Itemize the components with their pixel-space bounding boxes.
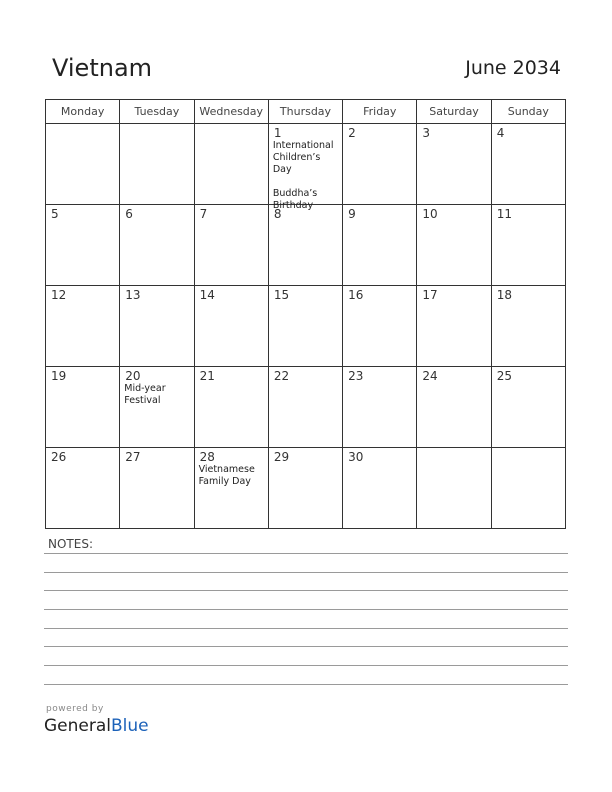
week-row xyxy=(46,205,566,286)
notes-label: NOTES: xyxy=(48,537,93,551)
day-cell xyxy=(120,448,194,529)
day-cell xyxy=(343,205,417,286)
brand-logo[interactable] xyxy=(44,716,149,736)
weekday-header: Monday xyxy=(46,100,120,124)
week-row xyxy=(46,448,566,529)
note-line xyxy=(44,572,568,573)
day-cell xyxy=(194,205,268,286)
day-cell xyxy=(417,286,491,367)
brand-text-blue: Blue xyxy=(111,716,149,736)
powered-by-text: powered by xyxy=(46,704,104,714)
day-number: 14 xyxy=(199,288,215,302)
day-number: 8 xyxy=(273,207,282,221)
day-number: 2 xyxy=(348,126,356,140)
day-cell xyxy=(120,367,194,448)
note-line xyxy=(44,628,568,629)
day-cell xyxy=(268,367,342,448)
day-cell xyxy=(46,448,120,529)
note-line xyxy=(44,590,568,591)
day-cell xyxy=(46,205,120,286)
day-cell xyxy=(417,448,491,529)
day-cell xyxy=(46,367,120,448)
day-number: 29 xyxy=(273,450,290,464)
day-number: 1 xyxy=(273,126,282,140)
weekday-header-row xyxy=(46,100,566,124)
holiday-event: International Children’s Day xyxy=(272,140,334,175)
day-number: 28 xyxy=(199,450,215,464)
day-cell xyxy=(491,286,565,367)
day-cell xyxy=(194,448,268,529)
day-cell xyxy=(120,124,194,205)
day-number: 13 xyxy=(125,288,141,302)
note-line xyxy=(44,553,568,554)
day-cell xyxy=(417,124,491,205)
day-number: 10 xyxy=(422,207,438,221)
day-number: 26 xyxy=(51,450,67,464)
day-cell xyxy=(120,205,194,286)
day-number: 15 xyxy=(273,288,290,302)
weekday-header: Friday xyxy=(343,100,417,124)
calendar-grid xyxy=(45,99,566,529)
day-number: 18 xyxy=(496,288,512,302)
day-number: 12 xyxy=(51,288,67,302)
day-cell xyxy=(491,367,565,448)
day-number: 16 xyxy=(348,288,364,302)
note-line xyxy=(44,646,568,647)
day-cell xyxy=(343,448,417,529)
day-cell xyxy=(491,205,565,286)
day-number: 30 xyxy=(348,450,364,464)
day-number: 24 xyxy=(422,369,438,383)
day-cell xyxy=(343,367,417,448)
weekday-header: Thursday xyxy=(268,100,342,124)
weekday-header: Saturday xyxy=(417,100,491,124)
calendar-body xyxy=(46,124,566,529)
weekday-header: Tuesday xyxy=(120,100,194,124)
note-line xyxy=(44,665,568,666)
day-number: 19 xyxy=(51,369,67,383)
day-number: 11 xyxy=(496,207,512,221)
week-row xyxy=(46,367,566,448)
day-cell xyxy=(46,124,120,205)
day-number: 17 xyxy=(422,288,438,302)
weekday-header: Wednesday xyxy=(194,100,268,124)
day-number: 22 xyxy=(273,369,290,383)
week-row xyxy=(46,124,566,205)
note-line xyxy=(44,684,568,685)
day-number: 23 xyxy=(348,369,364,383)
day-cell xyxy=(194,367,268,448)
brand-text-general: General xyxy=(44,716,111,736)
day-number: 5 xyxy=(51,207,59,221)
week-row xyxy=(46,286,566,367)
day-cell xyxy=(268,286,342,367)
day-number: 7 xyxy=(199,207,208,221)
day-cell xyxy=(343,286,417,367)
day-cell xyxy=(268,448,342,529)
day-number: 27 xyxy=(125,450,141,464)
holiday-event: Buddha’s Birthday xyxy=(272,188,318,211)
day-number: 6 xyxy=(125,207,133,221)
day-cell xyxy=(343,124,417,205)
day-cell xyxy=(194,286,268,367)
day-cell xyxy=(268,205,342,286)
holiday-event: Vietnamese Family Day xyxy=(198,464,255,487)
day-number: 21 xyxy=(199,369,215,383)
day-cell xyxy=(194,124,268,205)
day-cell xyxy=(120,286,194,367)
month-title: June 2034 xyxy=(465,57,561,79)
note-line xyxy=(44,609,568,610)
day-number: 4 xyxy=(496,126,505,140)
day-cell xyxy=(417,367,491,448)
day-cell xyxy=(491,124,565,205)
day-cell xyxy=(46,286,120,367)
day-cell xyxy=(268,124,342,211)
day-number: 9 xyxy=(348,207,356,221)
day-number: 25 xyxy=(496,369,512,383)
holiday-event: Mid-year Festival xyxy=(124,383,166,406)
day-number: 3 xyxy=(422,126,431,140)
country-title: Vietnam xyxy=(52,54,153,82)
day-number: 20 xyxy=(125,369,141,383)
weekday-header: Sunday xyxy=(491,100,565,124)
day-cell xyxy=(491,448,565,529)
day-cell xyxy=(417,205,491,286)
